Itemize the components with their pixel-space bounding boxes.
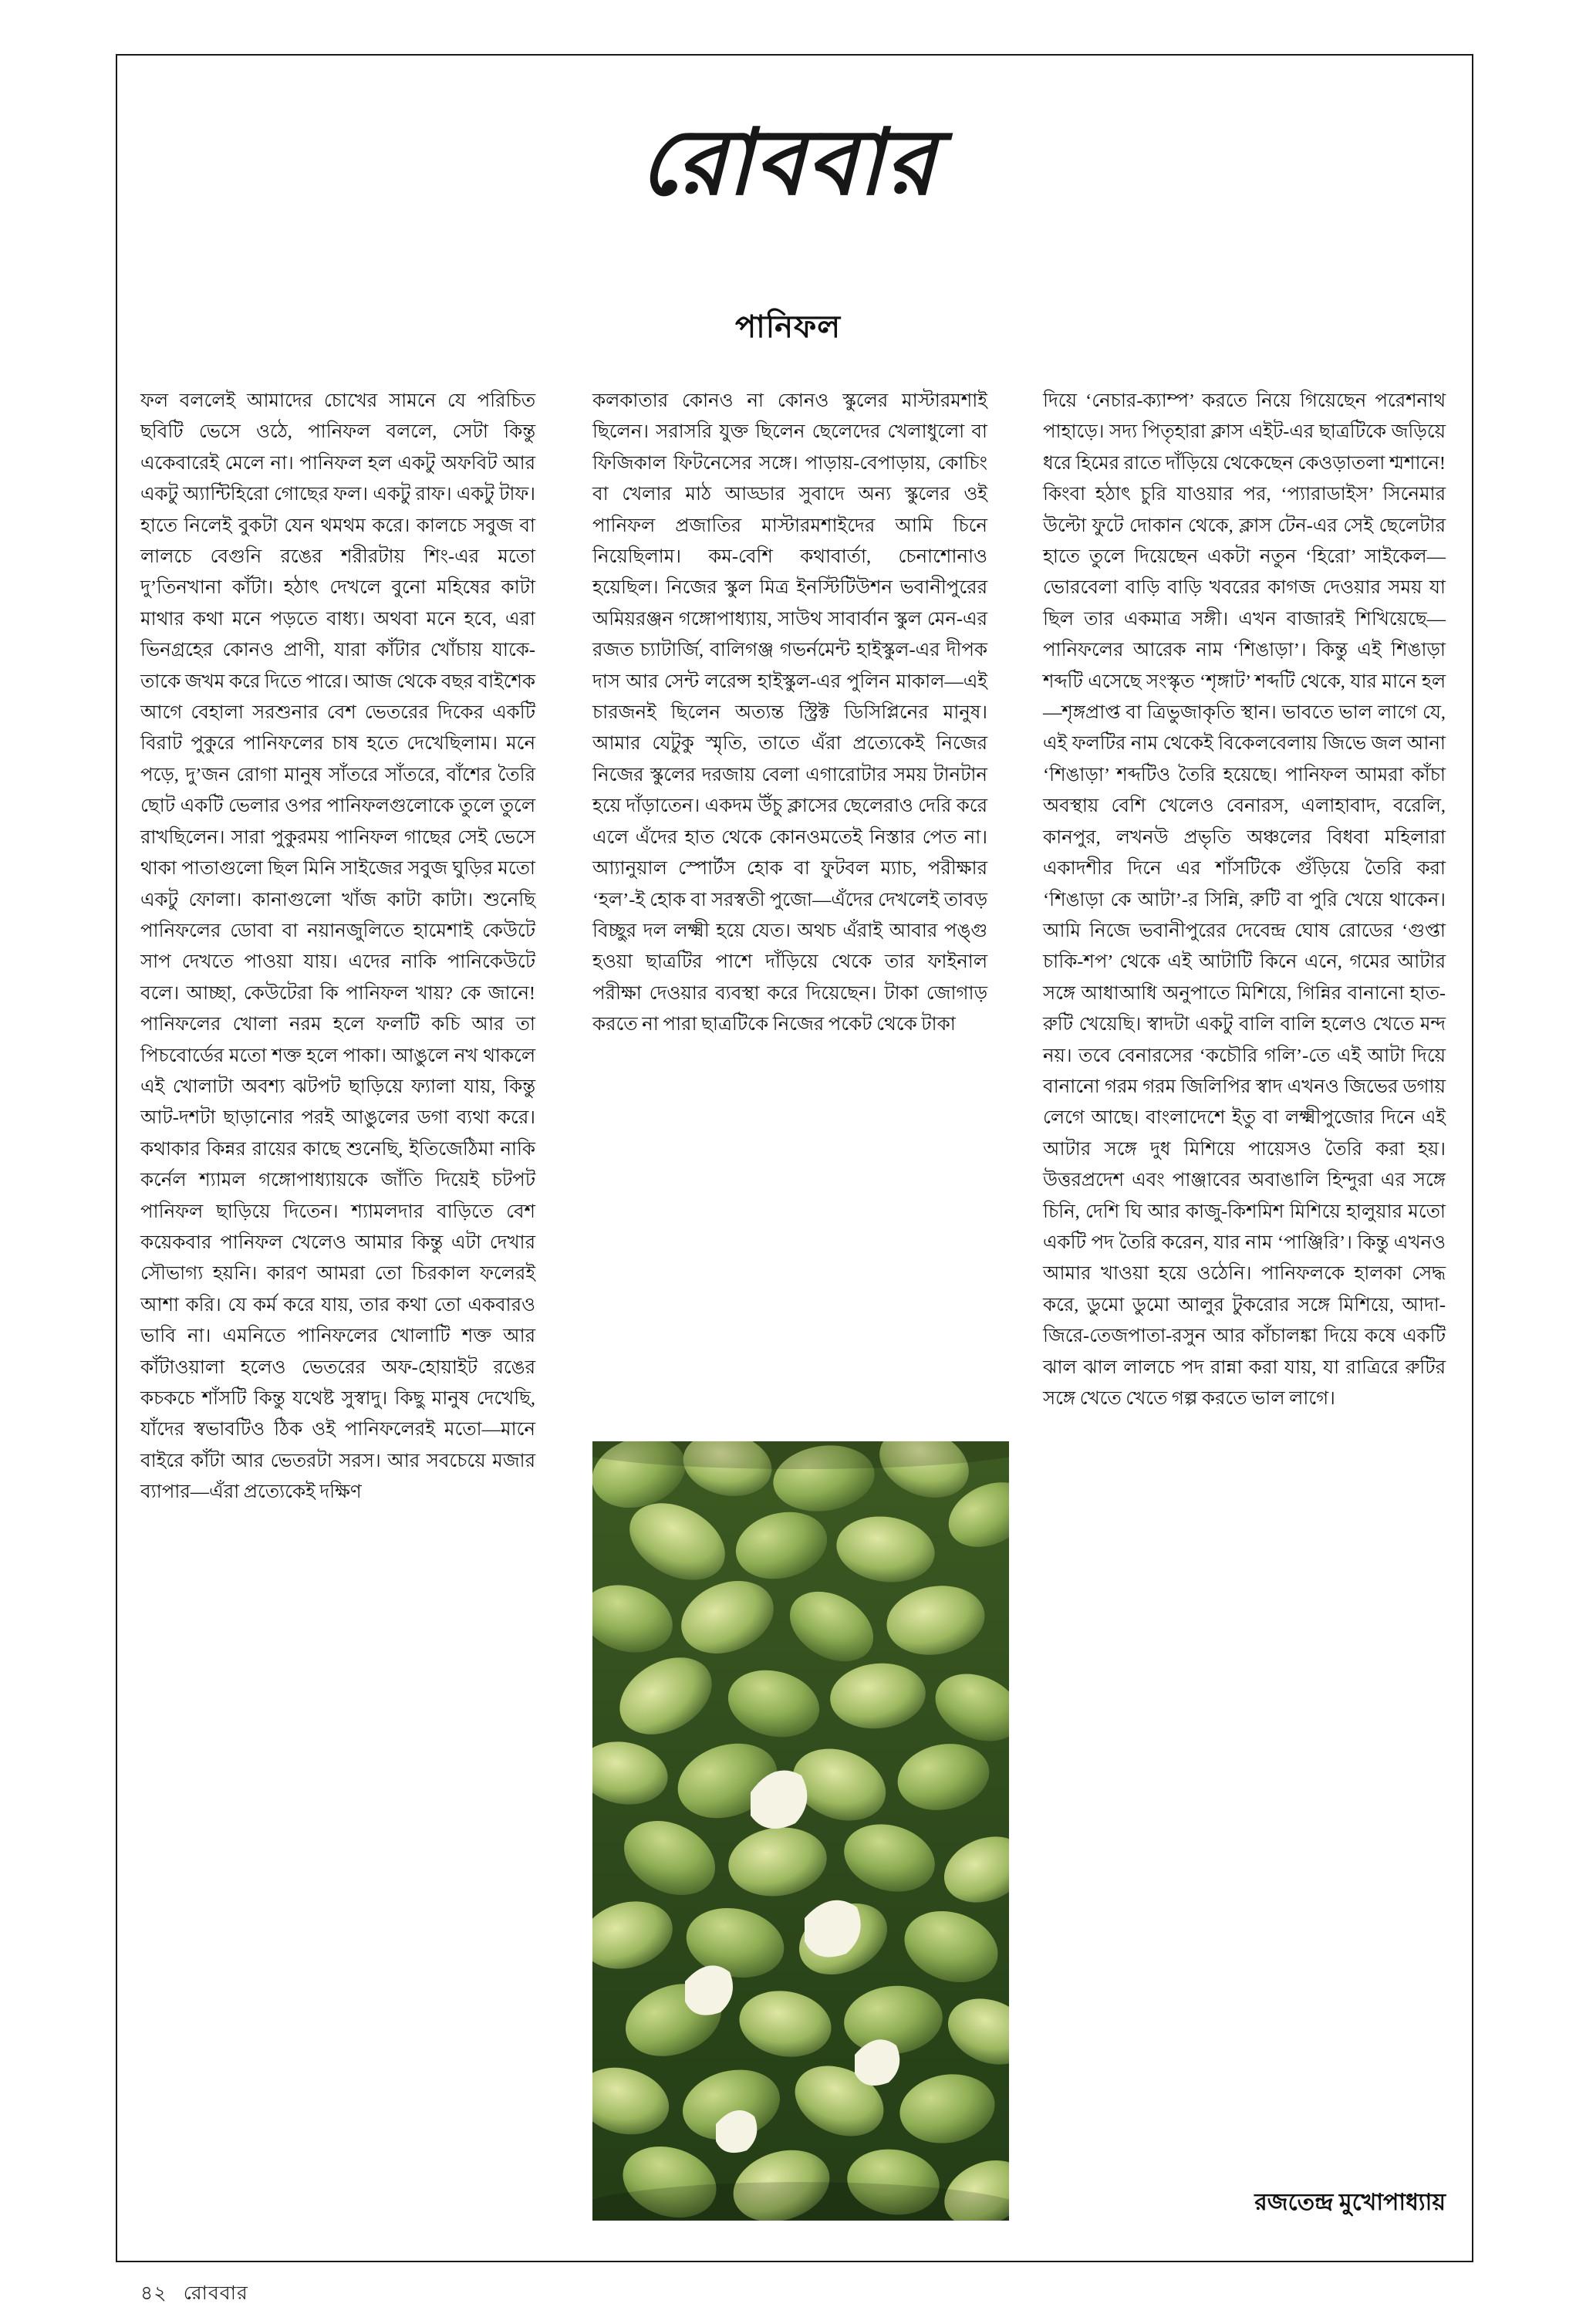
article-byline: রজতেন্দ্র মুখোপাধ্যায়: [1254, 2190, 1446, 2215]
article-body-text: দিয়ে ‘নেচার-ক্যাম্প’ করতে নিয়ে গিয়েছেন পরেশনাথ পাহাড়ে। সদ্য পিতৃহারা ক্লাস এইট-এর ছাত্রটিকে জড়িয়ে ধরে হিমের রাতে দাঁড়িয়ে থেকেছেন কেওড়াতলা শ্মশানে! কিংবা হঠাৎ চুরি যাওয়ার পর, ‘প্যারাডাইস’ সিনেমার উল্টো ফুটে দোকান থেকে, ক্লাস টেন-এর সেই ছেলেটার হাতে তুলে দিয়েছেন একটা নতুন ‘হিরো’ সাইকেল—ভোরবেলা বাড়ি বাড়ি খবরের কাগজ দেওয়ার সময় যা ছিল তার একমাত্র সঙ্গী। এখন বাজারই শিখিয়েছে—পানিফলের আরেক নাম ‘শিঙাড়া’। কিন্তু এই শিঙাড়া শব্দটি এসেছে সংস্কৃত ‘শৃঙ্গাট’ শব্দটি থেকে, যার মানে হল—শৃঙ্গপ্রাপ্ত বা ত্রিভুজাকৃতি স্থান। ভাবতে ভাল লাগে যে, এই ফলটির নাম থেকেই বিকেলবেলায় জিভে জল আনা ‘শিঙাড়া’ শব্দটিও তৈরি হয়েছে। পানিফল আমরা কাঁচা অবস্থায় বেশি খেলেও বেনারস, এলাহাবাদ, বরেলি, কানপুর, লখনউ প্রভৃতি অঞ্চলের বিধবা মহিলারা একাদশীর দিনে এর শাঁসটিকে গুঁড়িয়ে তৈরি করা ‘শিঙাড়া কে আটা’-র সিন্নি, রুটি বা পুরি খেয়ে থাকেন। আমি নিজে ভবানীপুরের দেবেন্দ্র ঘোষ রোডের ‘গুপ্তা চাকি-শপ’ থেকে এই আটাটি কিনে এনে, গমের আটার সঙ্গে আধাআধি অনুপাতে মিশিয়ে, গিন্নির বানানো হাত-রুটি খেয়েছি। স্বাদটা একটু বালি বালি হলেও খেতে মন্দ নয়। তবে বেনারসের ‘কচৌরি গলি’-তে এই আটা দিয়ে বানানো গরম গরম জিলিপির স্বাদ এখনও জিভের ডগায় লেগে আছে। বাংলাদেশে ইতু বা লক্ষ্মীপুজোর দিনে এই আটার সঙ্গে দুধ মিশিয়ে পায়েসও তৈরি করা হয়। উত্তরপ্রদেশ এবং পাঞ্জাবের অবাঙালি হিন্দুরা এর সঙ্গে চিনি, দেশি ঘি আর কাজু-কিশমিশ মিশিয়ে হালুয়ার মতো একটি পদ তৈরি করেন, যার নাম ‘পাঞ্জিরি’। কিন্তু এখনও আমার খাওয়া হয়ে ওঠেনি। পানিফলকে হালকা সেদ্ধ করে, ডুমো ডুমো আলুর টুকরোর সঙ্গে মিশিয়ে, আদা-জিরে-তেজপাতা-রসুন আর কাঁচালঙ্কা দিয়ে কষে একটি ঝাল ঝাল লালচে পদ রান্না করা যায়, যা রাত্রিরে রুটির সঙ্গে খেতে খেতে গল্প করতে ভাল লাগে।: [1043, 390, 1446, 1409]
article-title: পানিফল: [734, 309, 842, 344]
page-border-left: [116, 54, 117, 2262]
page-border-top: [116, 54, 1473, 56]
article-column-3: [1043, 386, 1446, 1414]
page-border-right: [1472, 54, 1473, 2262]
page-border-bottom: [116, 2261, 1473, 2262]
water-chestnut-photo: [592, 1441, 1009, 2221]
article-column-2: [592, 386, 987, 1389]
folio-page-number: ৪২: [140, 2283, 167, 2304]
article-body-text: কলকাতার কোনও না কোনও স্কুলের মাস্টারমশাই ছিলেন। সরাসরি যুক্ত ছিলেন ছেলেদের খেলাধুলো বা ফিজিকাল ফিটনেসের সঙ্গে। পাড়ায়-বেপাড়ায়, কোচিং বা খেলার মাঠ আড্ডার সুবাদে অন্য স্কুলের ওই পানিফল প্রজাতির মাস্টারমশাইদের আমি চিনে নিয়েছিলাম। কম-বেশি কথাবার্তা, চেনাশোনাও হয়েছিল। নিজের স্কুল মিত্র ইনস্টিটিউশন ভবানীপুরের অমিয়রঞ্জন গঙ্গোপাধ্যায়, সাউথ সাবার্বান স্কুল মেন-এর রজত চ্যাটার্জি, বালিগঞ্জ গভর্নমেন্ট হাইস্কুল-এর দীপক দাস আর সেন্ট লরেন্স হাইস্কুল-এর পুলিন মাকাল—এই চারজনই ছিলেন অত্যন্ত স্ট্রিক্ট ডিসিপ্লিনের মানুষ। আমার যেটুকু স্মৃতি, তাতে এঁরা প্রত্যেকেই নিজের নিজের স্কুলের দরজায় বেলা এগারোটার সময় টানটান হয়ে দাঁড়াতেন। একদম উঁচু ক্লাসের ছেলেরাও দেরি করে এলে এঁদের হাত থেকে কোনওমতেই নিস্তার পেত না। আ্যানুয়াল স্পোর্টস হোক বা ফুটবল ম্যাচ, পরীক্ষার ‘হল’-ই হোক বা সরস্বতী পুজো—এঁদের দেখলেই তাবড় বিচ্ছুর দল লক্ষ্মী হয়ে যেত। অথচ এঁরাই আবার পঙ্গু হওয়া ছাত্রটির পাশে দাঁড়িয়ে থেকে তার ফাইনাল পরীক্ষা দেওয়ার ব্যবস্থা করে দিয়েছেন। টাকা জোগাড় করতে না পারা ছাত্রটিকে নিজের পকেট থেকে টাকা: [592, 390, 987, 1035]
masthead-title: রোববার: [639, 112, 937, 214]
article-body-text: ফল বললেই আমাদের চোখের সামনে যে পরিচিত ছবিটি ভেসে ওঠে, পানিফল বললে, সেটা কিন্তু একেবারেই মেলে না। পানিফল হল একটু অফবিট আর একটু অ্যান্টিহিরো গোছের ফল। একটু রাফ। একটু টাফ। হাতে নিলেই বুকটা যেন থমথম করে। কালচে সবুজ বা লালচে বেগুনি রঙের শরীরটায় শিং-এর মতো দু’তিনখানা কাঁটা। হঠাৎ দেখলে বুনো মহিষের কাটা মাথার কথা মনে পড়তে বাধ্য। অথবা মনে হবে, এরা ভিনগ্রহের কোনও প্রাণী, যারা কাঁটার খোঁচায় যাকে-তাকে জখম করে দিতে পারে। আজ থেকে বছর বাইশেক আগে বেহালা সরশুনার বেশ ভেতরের দিকের একটি বিরাট পুকুরে পানিফলের চাষ হতে দেখেছিলাম। মনে পড়ে, দু’জন রোগা মানুষ সাঁতরে সাঁতরে, বাঁশের তৈরি ছোট একটি ভেলার ওপর পানিফলগুলোকে তুলে তুলে রাখছিলেন। সারা পুকুরময় পানিফল গাছের সেই ভেসে থাকা পাতাগুলো ছিল মিনি সাইজের সবুজ ঘুড়ির মতো একটু ফোলা। কানাগুলো খাঁজ কাটা কাটা। শুনেছি পানিফলের ডোবা বা নয়ানজুলিতে হামেশাই কেউটে সাপ দেখতে পাওয়া যায়। এদের নাকি পানিকেউটে বলে। আচ্ছা, কেউটেরা কি পানিফল খায়? কে জানে! পানিফলের খোলা নরম হলে ফলটি কচি আর তা পিচবোর্ডের মতো শক্ত হলে পাকা। আঙুলে নখ থাকলে এই খোলাটা অবশ্য ঝটপট ছাড়িয়ে ফ্যালা যায়, কিন্তু আট-দশটা ছাড়ানোর পরই আঙুলের ডগা ব্যথা করে। কথাকার কিন্নর রায়ের কাছে শুনেছি, ইতিজেঠিমা নাকি কর্নেল শ্যামল গঙ্গোপাধ্যায়কে জাঁতি দিয়েই চটপট পানিফল ছাড়িয়ে দিতেন। শ্যামলদার বাড়িতে বেশ কয়েকবার পানিফল খেলেও আমার কিন্তু এটা দেখার সৌভাগ্য হয়নি। কারণ আমরা তো চিরকাল ফলেরই আশা করি। যে কর্ম করে যায়, তার কথা তো একবারও ভাবি না। এমনিতে পানিফলের খোলাটি শক্ত আর কাঁটাওয়ালা হলেও ভেতরের অফ-হোয়াইট রঙের কচকচে শাঁসটি কিন্তু যথেষ্ট সুস্বাদু। কিছু মানুষ দেখেছি, যাঁদের স্বভাবটিও ঠিক ওই পানিফলেরই মতো—মানে বাইরে কাঁটা আর ভেতরটা সরস। আর সবচেয়ে মজার ব্যাপার—এঁরা প্রত্যেকেই দক্ষিণ: [140, 390, 535, 1503]
article-column-1: [140, 386, 535, 1508]
folio-publication: রোববার: [183, 2283, 248, 2304]
page-folio: [140, 2278, 248, 2311]
